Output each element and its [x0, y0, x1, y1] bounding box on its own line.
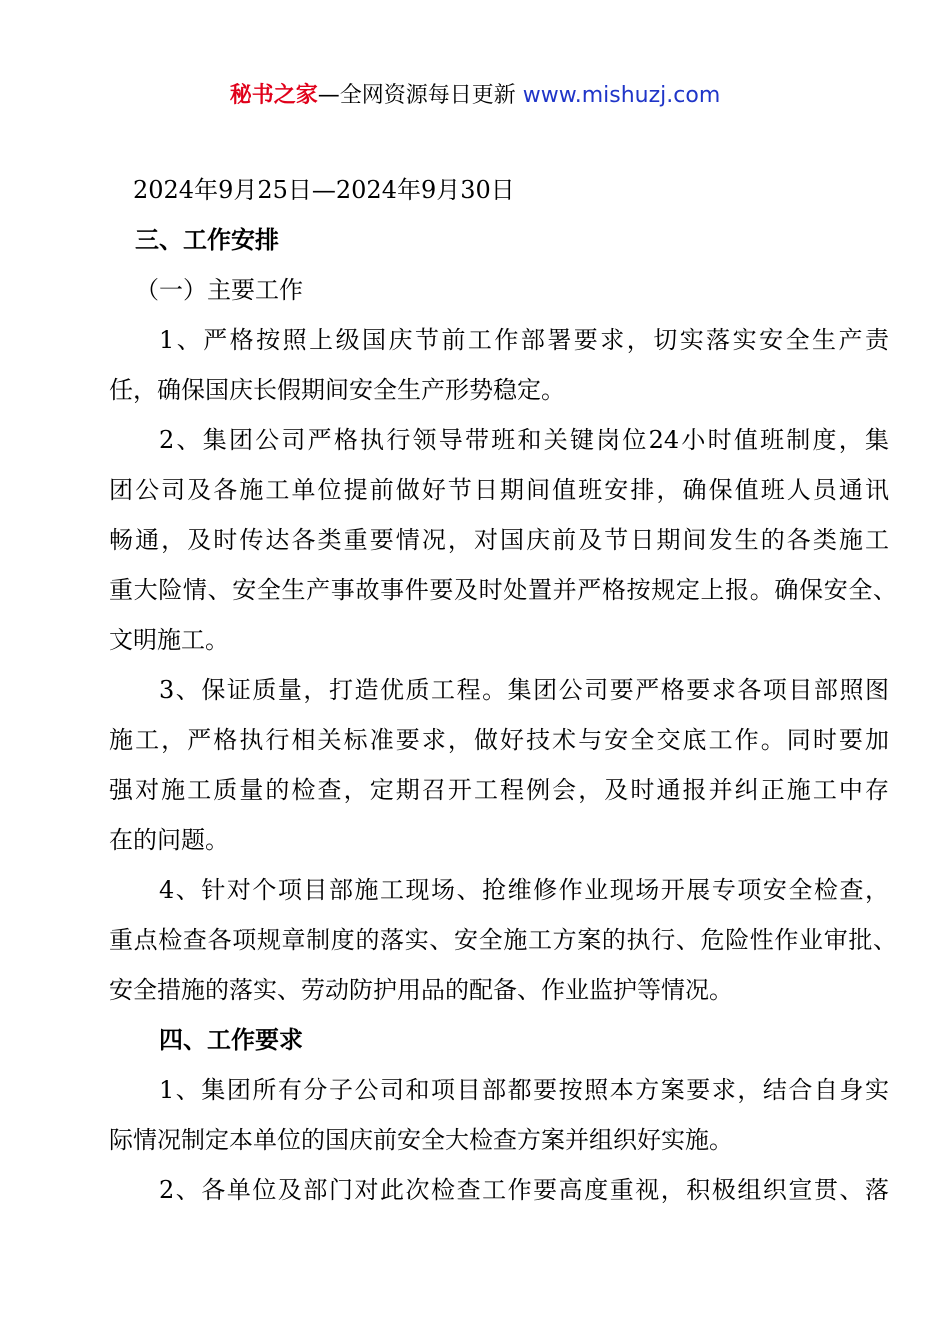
paragraph-3-line-4: 在的问题。 — [109, 826, 229, 854]
section-heading-work-requirements: 四、工作要求 — [159, 1025, 303, 1054]
paragraph-3-line-2: 施工，严格执行相关标准要求，做好技术与安全交底工作。同时要加 — [109, 726, 889, 754]
site-header-banner — [0, 80, 950, 112]
paragraph-3-line-1: 3、保证质量，打造优质工程。集团公司要严格要求各项目部照图 — [159, 676, 889, 704]
requirement-1-line-1: 1、集团所有分子公司和项目部都要按照本方案要求，结合自身实 — [159, 1076, 889, 1104]
date-range: 2024年9月25日—2024年9月30日 — [133, 176, 515, 204]
paragraph-2-line-2: 团公司及各施工单位提前做好节日期间值班安排，确保值班人员通讯 — [109, 476, 889, 504]
header-url-link[interactable]: www.mishuzj.com — [522, 83, 721, 108]
paragraph-1-line-2: 任，确保国庆长假期间安全生产形势稳定。 — [109, 376, 565, 404]
paragraph-2-line-3: 畅通，及时传达各类重要情况，对国庆前及节日期间发生的各类施工 — [109, 526, 889, 554]
paragraph-4-line-1: 4、针对个项目部施工现场、抢维修作业现场开展专项安全检查， — [159, 876, 889, 904]
header-slogan: —全网资源每日更新 — [317, 83, 516, 108]
paragraph-4-line-3: 安全措施的落实、劳动防护用品的配备、作业监护等情况。 — [109, 976, 733, 1004]
subsection-main-work: （一）主要工作 — [135, 276, 303, 304]
section-heading-work-arrangement: 三、工作安排 — [135, 225, 279, 254]
document-body — [109, 165, 897, 1215]
paragraph-2-line-4: 重大险情、安全生产事故事件要及时处置并严格按规定上报。确保安全、 — [109, 576, 897, 604]
requirement-2-line-1: 2、各单位及部门对此次检查工作要高度重视，积极组织宣贯、落 — [159, 1176, 889, 1204]
paragraph-4-line-2: 重点检查各项规章制度的落实、安全施工方案的执行、危险性作业审批、 — [109, 926, 897, 954]
requirement-1-line-2: 际情况制定本单位的国庆前安全大检查方案并组织好实施。 — [109, 1126, 733, 1154]
paragraph-1-line-1: 1、严格按照上级国庆节前工作部署要求，切实落实安全生产责 — [159, 326, 889, 354]
paragraph-3-line-3: 强对施工质量的检查，定期召开工程例会，及时通报并纠正施工中存 — [109, 776, 889, 804]
paragraph-2-line-1: 2、集团公司严格执行领导带班和关键岗位24小时值班制度，集 — [159, 426, 889, 454]
paragraph-2-line-5: 文明施工。 — [109, 626, 229, 654]
brand-name: 秘书之家 — [229, 83, 318, 108]
